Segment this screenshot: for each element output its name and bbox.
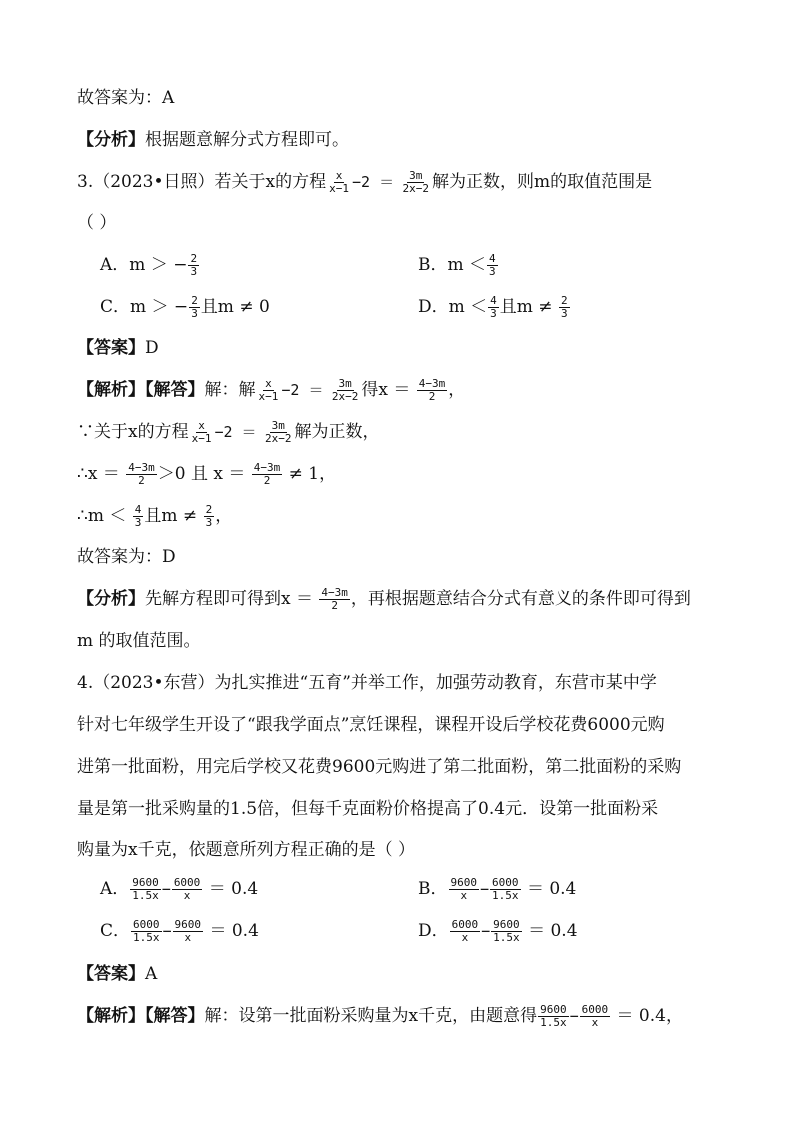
analysis-line (77, 128, 349, 152)
answer-line: 故答案为：A (77, 88, 175, 108)
answer-line: 【答案】D (77, 338, 159, 358)
question-3-stem (77, 170, 652, 195)
analysis-line: 【分析】先解方程即可得到x ＝ $\frac{4-3m}{2}$ ，再根据题意结合分式有意义的条件即可得到 (77, 586, 691, 612)
analysis-text: 根据题意解分式方程即可。 (145, 130, 349, 150)
question-4-line-3: 进第一批面粉，用完后学校又花费9600元购进了第二批面粉，第二批面粉的采购 (77, 757, 682, 777)
question-4-line-5: 购量为x千克，依题意所列方程正确的是（ ） (77, 840, 415, 860)
analysis-line-2: m 的取值范围。 (77, 631, 201, 651)
option-c: C．m ＞ − $\frac{2}{3}$ 且m ≠ 0 (100, 294, 270, 320)
option-a: A． $\frac{9600}{1.5x}$ − $\frac{6000}{x}$ ＝ 0.4 (100, 876, 259, 902)
question-4-line-1: 4.（2023•东营）为扎实推进“五育”并举工作，加强劳动教育，东营市某中学 (77, 673, 657, 693)
answer-line: 【答案】A (77, 964, 158, 984)
question-text: 3.（2023•日照）若关于x的方程 (77, 172, 327, 192)
question-4-line-2: 针对七年级学生开设了“跟我学面点”烹饪课程，课程开设后学校花费6000元购 (77, 715, 665, 735)
solution-line: 【解析】【解答】解：设第一批面粉采购量为x千克，由题意得 $\frac{9600}{1.5x}$ − $\frac{6000}{x}$ ＝ 0.4， (77, 1003, 683, 1029)
answer-blank: （ ） (77, 213, 117, 233)
final-answer-line: 故答案为：D (77, 547, 176, 567)
option-d: D． $\frac{6000}{x}$ − $\frac{9600}{1.5x}$ ＝ 0.4 (418, 918, 578, 944)
solution-line-3: ∴x ＝ $\frac{4-3m}{2}$ ＞0 且 x ＝ $\frac{4-3m}{2}$ ≠ 1， (77, 461, 337, 487)
question-text: 解为正数，则m的取值范围是 (431, 172, 653, 192)
option-b: B． $\frac{9600}{x}$ − $\frac{6000}{1.5x}$ ＝ 0.4 (418, 876, 577, 902)
option-a: A．m ＞ − $\frac{2}{3}$ (100, 252, 198, 278)
solution-line-1: 【解析】【解答】解：解 $\frac{x}{x-1}$ −2 ＝ $\frac{3m}{2x-2}$ 得x ＝ $\frac{4-3m}{2}$ ， (77, 377, 466, 403)
option-c: C． $\frac{6000}{1.5x}$ − $\frac{9600}{x}$ ＝ 0.4 (100, 918, 259, 944)
fraction: $\frac{x}{x-1}$ (329, 169, 349, 195)
math-text: −2 ＝ (351, 173, 395, 191)
fraction: $\frac{3m}{2x-2}$ (402, 169, 429, 195)
solution-line-2: ∵关于x的方程 $\frac{x}{x-1}$ −2 ＝ $\frac{3m}{2x-2}$ 解为正数， (77, 419, 380, 445)
option-b: B．m ＜ $\frac{4}{3}$ (418, 252, 496, 278)
solution-line-4: ∴m ＜ $\frac{4}{3}$ 且m ≠ $\frac{2}{3}$ ， (77, 503, 233, 529)
option-d: D．m ＜ $\frac{4}{3}$ 且m ≠ $\frac{2}{3}$ (418, 294, 568, 320)
analysis-label: 【分析】 (77, 130, 145, 150)
question-4-line-4: 量是第一批采购量的1.5倍，但每千克面粉价格提高了0.4元．设第一批面粉采 (77, 799, 659, 819)
